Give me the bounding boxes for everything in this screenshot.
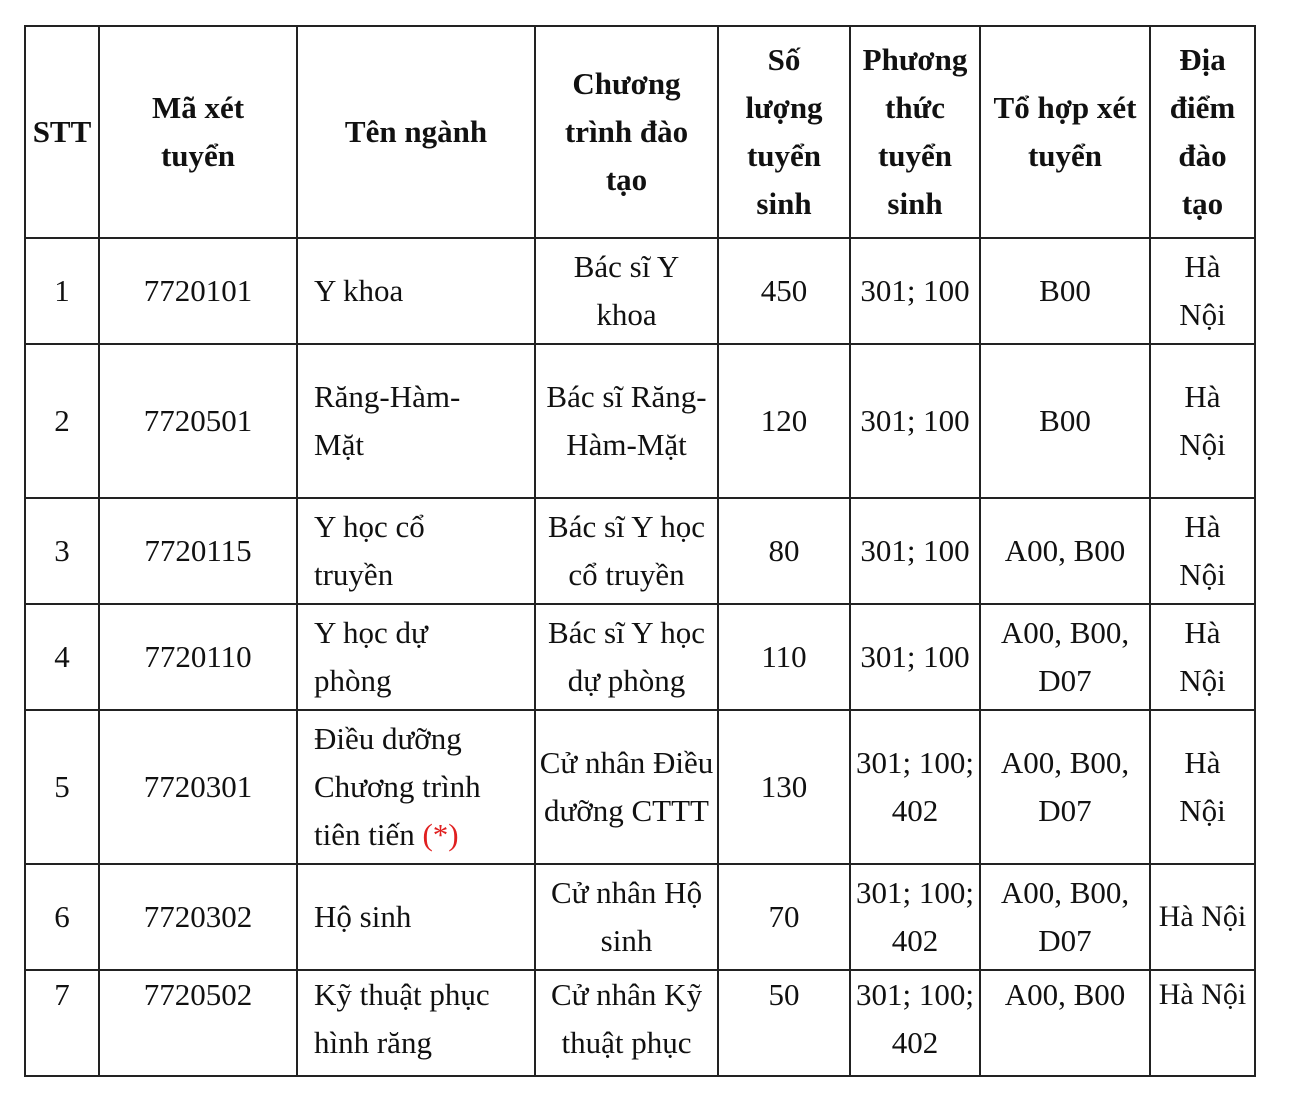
table-row [25,864,1255,970]
cell-ten-text: Y học dự phòng [314,615,428,698]
cell-chuong-trinh: Cử nhân Điều dưỡng CTTT [535,710,718,864]
header-stt: STT [25,26,99,238]
cell-ma: 7720110 [99,604,297,710]
cell-ten-text: Hộ sinh [314,899,412,934]
cell-so-luong: 130 [718,710,850,864]
cell-ten-nganh [297,970,535,1076]
cell-to-hop: B00 [980,238,1150,344]
cell-dia-diem: Hà Nội [1150,970,1255,1076]
cell-chuong-trinh: Bác sĩ Răng-Hàm-Mặt [535,344,718,498]
cell-ten-text: Răng-Hàm-Mặt [314,379,461,462]
cell-so-luong: 450 [718,238,850,344]
cell-dia-diem: Hà Nội [1150,710,1255,864]
header-ma-xet-tuyen: Mã xét tuyển [99,26,297,238]
cell-stt: 7 [25,970,99,1076]
cell-phuong-thuc: 301; 100 [850,498,980,604]
cell-phuong-thuc: 301; 100 [850,604,980,710]
cell-dia-diem: Hà Nội [1150,498,1255,604]
cell-stt: 5 [25,710,99,864]
cell-ten-text: Kỹ thuật phục hình răng [314,977,490,1060]
cell-so-luong: 50 [718,970,850,1076]
cell-dia-diem: Hà Nội [1150,238,1255,344]
cell-ten-text: Y khoa [314,273,404,308]
cell-stt: 6 [25,864,99,970]
cell-phuong-thuc: 301; 100 [850,238,980,344]
cell-ten-nganh [297,604,535,710]
cell-to-hop: A00, B00 [980,498,1150,604]
table-row [25,498,1255,604]
cell-ten-nganh [297,498,535,604]
cell-ma: 7720301 [99,710,297,864]
table-row [25,238,1255,344]
cell-chuong-trinh: Cử nhân Hộ sinh [535,864,718,970]
table-row [25,604,1255,710]
table-row [25,344,1255,498]
header-dia-diem: Địa điểm đào tạo [1150,26,1255,238]
cell-dia-diem: Hà Nội [1150,344,1255,498]
cell-so-luong: 80 [718,498,850,604]
cell-stt: 2 [25,344,99,498]
cell-phuong-thuc: 301; 100; 402 [850,710,980,864]
cell-chuong-trinh: Bác sĩ Y khoa [535,238,718,344]
cell-to-hop: A00, B00, D07 [980,710,1150,864]
admissions-table [24,25,1256,1077]
cell-dia-diem: Hà Nội [1150,864,1255,970]
header-to-hop: Tổ hợp xét tuyển [980,26,1150,238]
header-phuong-thuc: Phương thức tuyển sinh [850,26,980,238]
cell-ten-text: Y học cổ truyền [314,509,425,592]
cell-to-hop: A00, B00, D07 [980,864,1150,970]
cell-phuong-thuc: 301; 100 [850,344,980,498]
cell-stt: 4 [25,604,99,710]
table-header-row [25,26,1255,238]
cell-ten-text: Điều dưỡng Chương trình tiên tiến [314,721,481,852]
cell-dia-diem: Hà Nội [1150,604,1255,710]
cell-ten-nganh [297,864,535,970]
table-row [25,710,1255,864]
cell-to-hop: A00, B00, D07 [980,604,1150,710]
cell-chuong-trinh: Bác sĩ Y học cổ truyền [535,498,718,604]
cell-chuong-trinh: Bác sĩ Y học dự phòng [535,604,718,710]
cell-ma: 7720502 [99,970,297,1076]
table-row [25,970,1255,1076]
cell-ma: 7720302 [99,864,297,970]
cell-ma: 7720101 [99,238,297,344]
cell-chuong-trinh: Cử nhân Kỹ thuật phục [535,970,718,1076]
header-ten-nganh: Tên ngành [297,26,535,238]
header-chuong-trinh: Chương trình đào tạo [535,26,718,238]
cell-stt: 3 [25,498,99,604]
cell-phuong-thuc: 301; 100; 402 [850,864,980,970]
cell-stt: 1 [25,238,99,344]
cell-ma: 7720501 [99,344,297,498]
cell-so-luong: 110 [718,604,850,710]
cell-to-hop: A00, B00 [980,970,1150,1076]
cell-to-hop: B00 [980,344,1150,498]
cell-ten-nganh [297,710,535,864]
cell-so-luong: 120 [718,344,850,498]
cell-phuong-thuc: 301; 100; 402 [850,970,980,1076]
footnote-marker: (*) [422,817,459,852]
cell-ma: 7720115 [99,498,297,604]
cell-ten-nganh [297,238,535,344]
cell-so-luong: 70 [718,864,850,970]
cell-ten-nganh [297,344,535,498]
header-so-luong: Số lượng tuyển sinh [718,26,850,238]
